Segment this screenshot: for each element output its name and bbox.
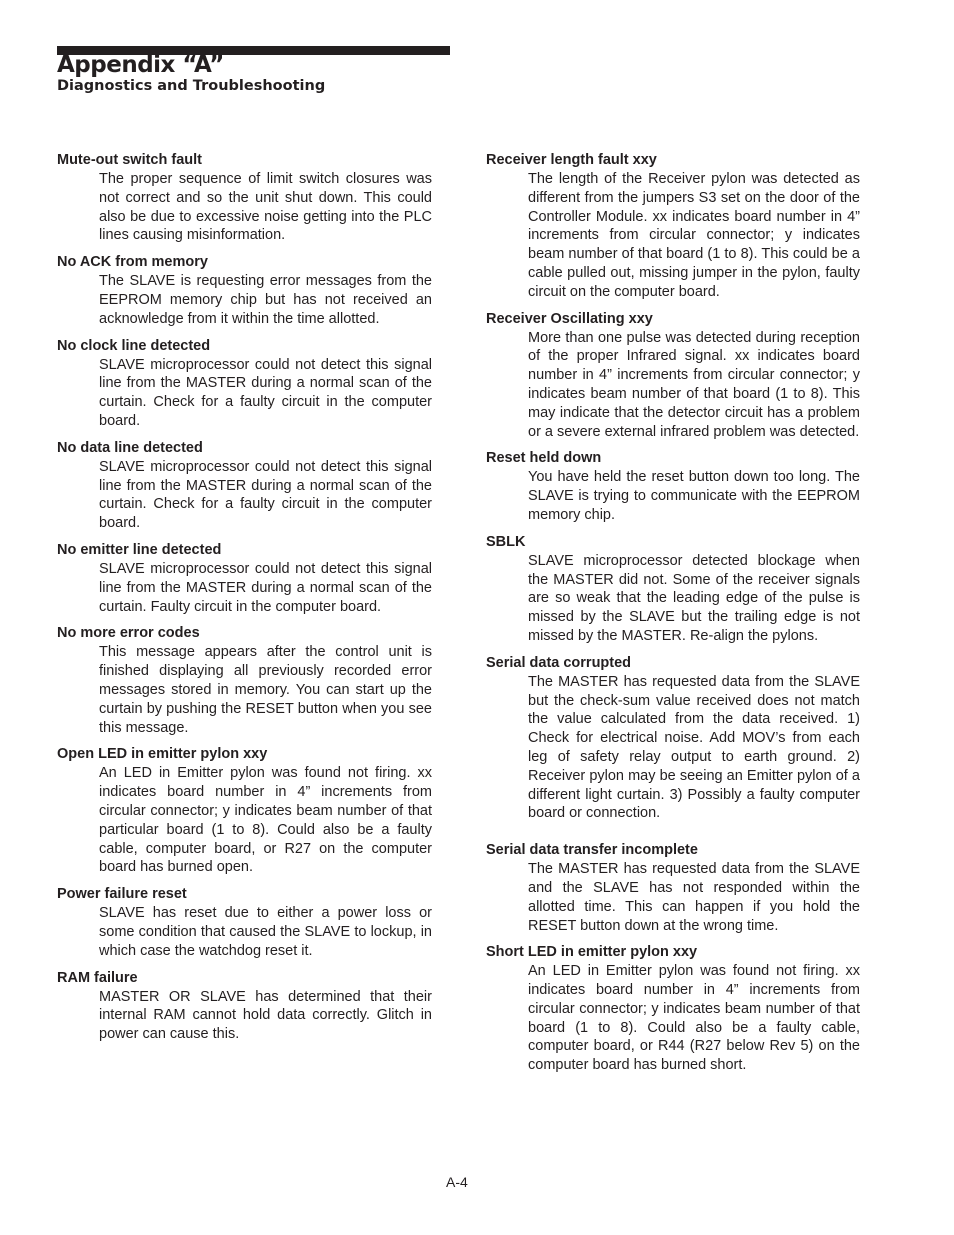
- entry-body: SLAVE microprocessor detected blockage when the MASTER did not. Some of the receiver signals are so weak that the leading edge of the pulse is missed by the SLAVE but the trailing edge is not missed by the MASTER. Re-align the pylons.: [528, 552, 860, 644]
- entry-serial-data-corrupted: [486, 654, 860, 823]
- page-number: A-4: [446, 1174, 468, 1190]
- entry-heading: No more error codes: [57, 625, 200, 642]
- entry-body: SLAVE has reset due to either a power loss or some condition that caused the SLAVE to lockup, in which case the watchdog reset it.: [99, 905, 432, 959]
- entry-body: The MASTER has requested data from the SLAVE and the SLAVE has not responded within the allotted time. This can happen if you hold the RESET button down at the wrong time.: [528, 861, 860, 934]
- entry-body: The SLAVE is requesting error messages from the EEPROM memory chip but has not received an acknowledge from it within the time allotted.: [99, 273, 432, 327]
- right-column: [486, 151, 860, 1083]
- entry-heading: SBLK: [486, 533, 526, 550]
- entry-heading: Power failure reset: [57, 886, 187, 903]
- entry-heading: No ACK from memory: [57, 254, 208, 271]
- entry-body: SLAVE microprocessor could not detect this signal line from the MASTER during a normal scan of the curtain. Faulty circuit in the computer board.: [99, 560, 432, 615]
- entry-body: An LED in Emitter pylon was found not firing. xx indicates board number in 4” increments from circular connector; y indicates beam number of that board (1 to 8). Could also be a faulty cable, computer board, or R44 (R27 below Rev 5) on the computer board has burned short.: [528, 963, 860, 1074]
- entry-open-led-in-emitter-pylon: [57, 745, 432, 877]
- entry-heading: Serial data corrupted: [486, 654, 632, 671]
- entry-body: The length of the Receiver pylon was detected as different from the jumpers S3 set on the door of the Controller Module. xx indicates board number in 4” increments from circular connector; y indicates beam number of that board (1 to 8). This could be a cable pulled out, missing jumper in the pylon, faulty circuit on the computer board.: [528, 171, 860, 300]
- entry-heading: Receiver length fault xxy: [486, 152, 657, 168]
- entry-body: MASTER OR SLAVE has determined that their internal RAM cannot hold data correctly. Glitch in power can cause this.: [99, 988, 432, 1043]
- entry-no-emitter-line-detected: [57, 541, 432, 616]
- page-subtitle: Diagnostics and Troubleshooting: [57, 78, 326, 94]
- entry-heading: Mute-out switch fault: [57, 152, 202, 168]
- left-column: [57, 151, 432, 1052]
- entry-heading: No clock line detected: [57, 337, 211, 354]
- entry-power-failure-reset: [57, 885, 432, 960]
- entry-no-clock-line-detected: [57, 337, 432, 431]
- entry-body: SLAVE microprocessor could not detect this signal line from the MASTER during a normal scan of the curtain. Check for a faulty circuit in the computer board.: [99, 458, 432, 532]
- entry-no-more-error-codes: [57, 624, 432, 737]
- entry-heading: No data line detected: [57, 439, 203, 456]
- entry-body: You have held the reset button down too long. The SLAVE is trying to communicate with the EEPROM memory chip.: [528, 469, 860, 523]
- entry-mute-out-switch-fault: [57, 151, 432, 245]
- entry-body: SLAVE microprocessor could not detect this signal line from the MASTER during a normal scan of the curtain. Check for a faulty circuit in the computer board.: [99, 356, 432, 429]
- entry-heading: Short LED in emitter pylon xxy: [486, 944, 698, 961]
- entry-body: This message appears after the control unit is finished displaying all previously recorded error messages stored in memory. You can start up the curtain by pushing the RESET button when you see this message.: [99, 644, 432, 736]
- entry-receiver-length-fault: [486, 151, 860, 302]
- entry-no-data-line-detected: [57, 439, 432, 533]
- entry-heading: Open LED in emitter pylon xxy: [57, 746, 268, 763]
- entry-serial-data-transfer-incomplete: [486, 841, 860, 935]
- entry-heading: Serial data transfer incomplete: [486, 842, 698, 859]
- entry-body: The MASTER has requested data from the SLAVE but the check-sum value received does not match the value calculated from the data received. 1) Check for electrical noise. Add MOV’s from each leg of safety relay output to earth ground. 2) Receiver pylon may be seeing an Emitter pylon of a different light curtain. 3) Possibly a faulty computer board or connection.: [528, 673, 860, 822]
- entry-body: More than one pulse was detected during reception of the proper Infrared signal. xx indicates board number in 4” increments from circular connector; y indicates beam number of that board (1 to 8). This may indicate that the detector circuit has a problem or a severe external infrared problem was detected.: [528, 329, 860, 440]
- entry-heading: Receiver Oscillating xxy: [486, 310, 653, 327]
- entry-ram-failure: [57, 969, 432, 1044]
- entry-short-led-in-emitter-pylon: [486, 943, 860, 1075]
- page-title: Appendix “A”: [57, 52, 224, 78]
- entry-receiver-oscillating: [486, 310, 860, 442]
- entry-heading: Reset held down: [486, 450, 602, 467]
- entry-sblk: [486, 533, 860, 646]
- entry-heading: RAM failure: [57, 969, 138, 986]
- entry-heading: No emitter line detected: [57, 541, 222, 558]
- entry-no-ack-from-memory: [57, 253, 432, 328]
- entry-body: The proper sequence of limit switch closures was not correct and so the unit shut down. This could also be due to excessive noise getting into the PLC lines causing misinformation.: [99, 171, 432, 244]
- entry-body: An LED in Emitter pylon was found not firing. xx indicates board number in 4” increments from circular connector; y indicates beam number of that particular board (1 to 8). Could also be a faulty cable, computer board, or R27 on the computer board has burned open.: [99, 765, 432, 876]
- entry-reset-held-down: [486, 449, 860, 524]
